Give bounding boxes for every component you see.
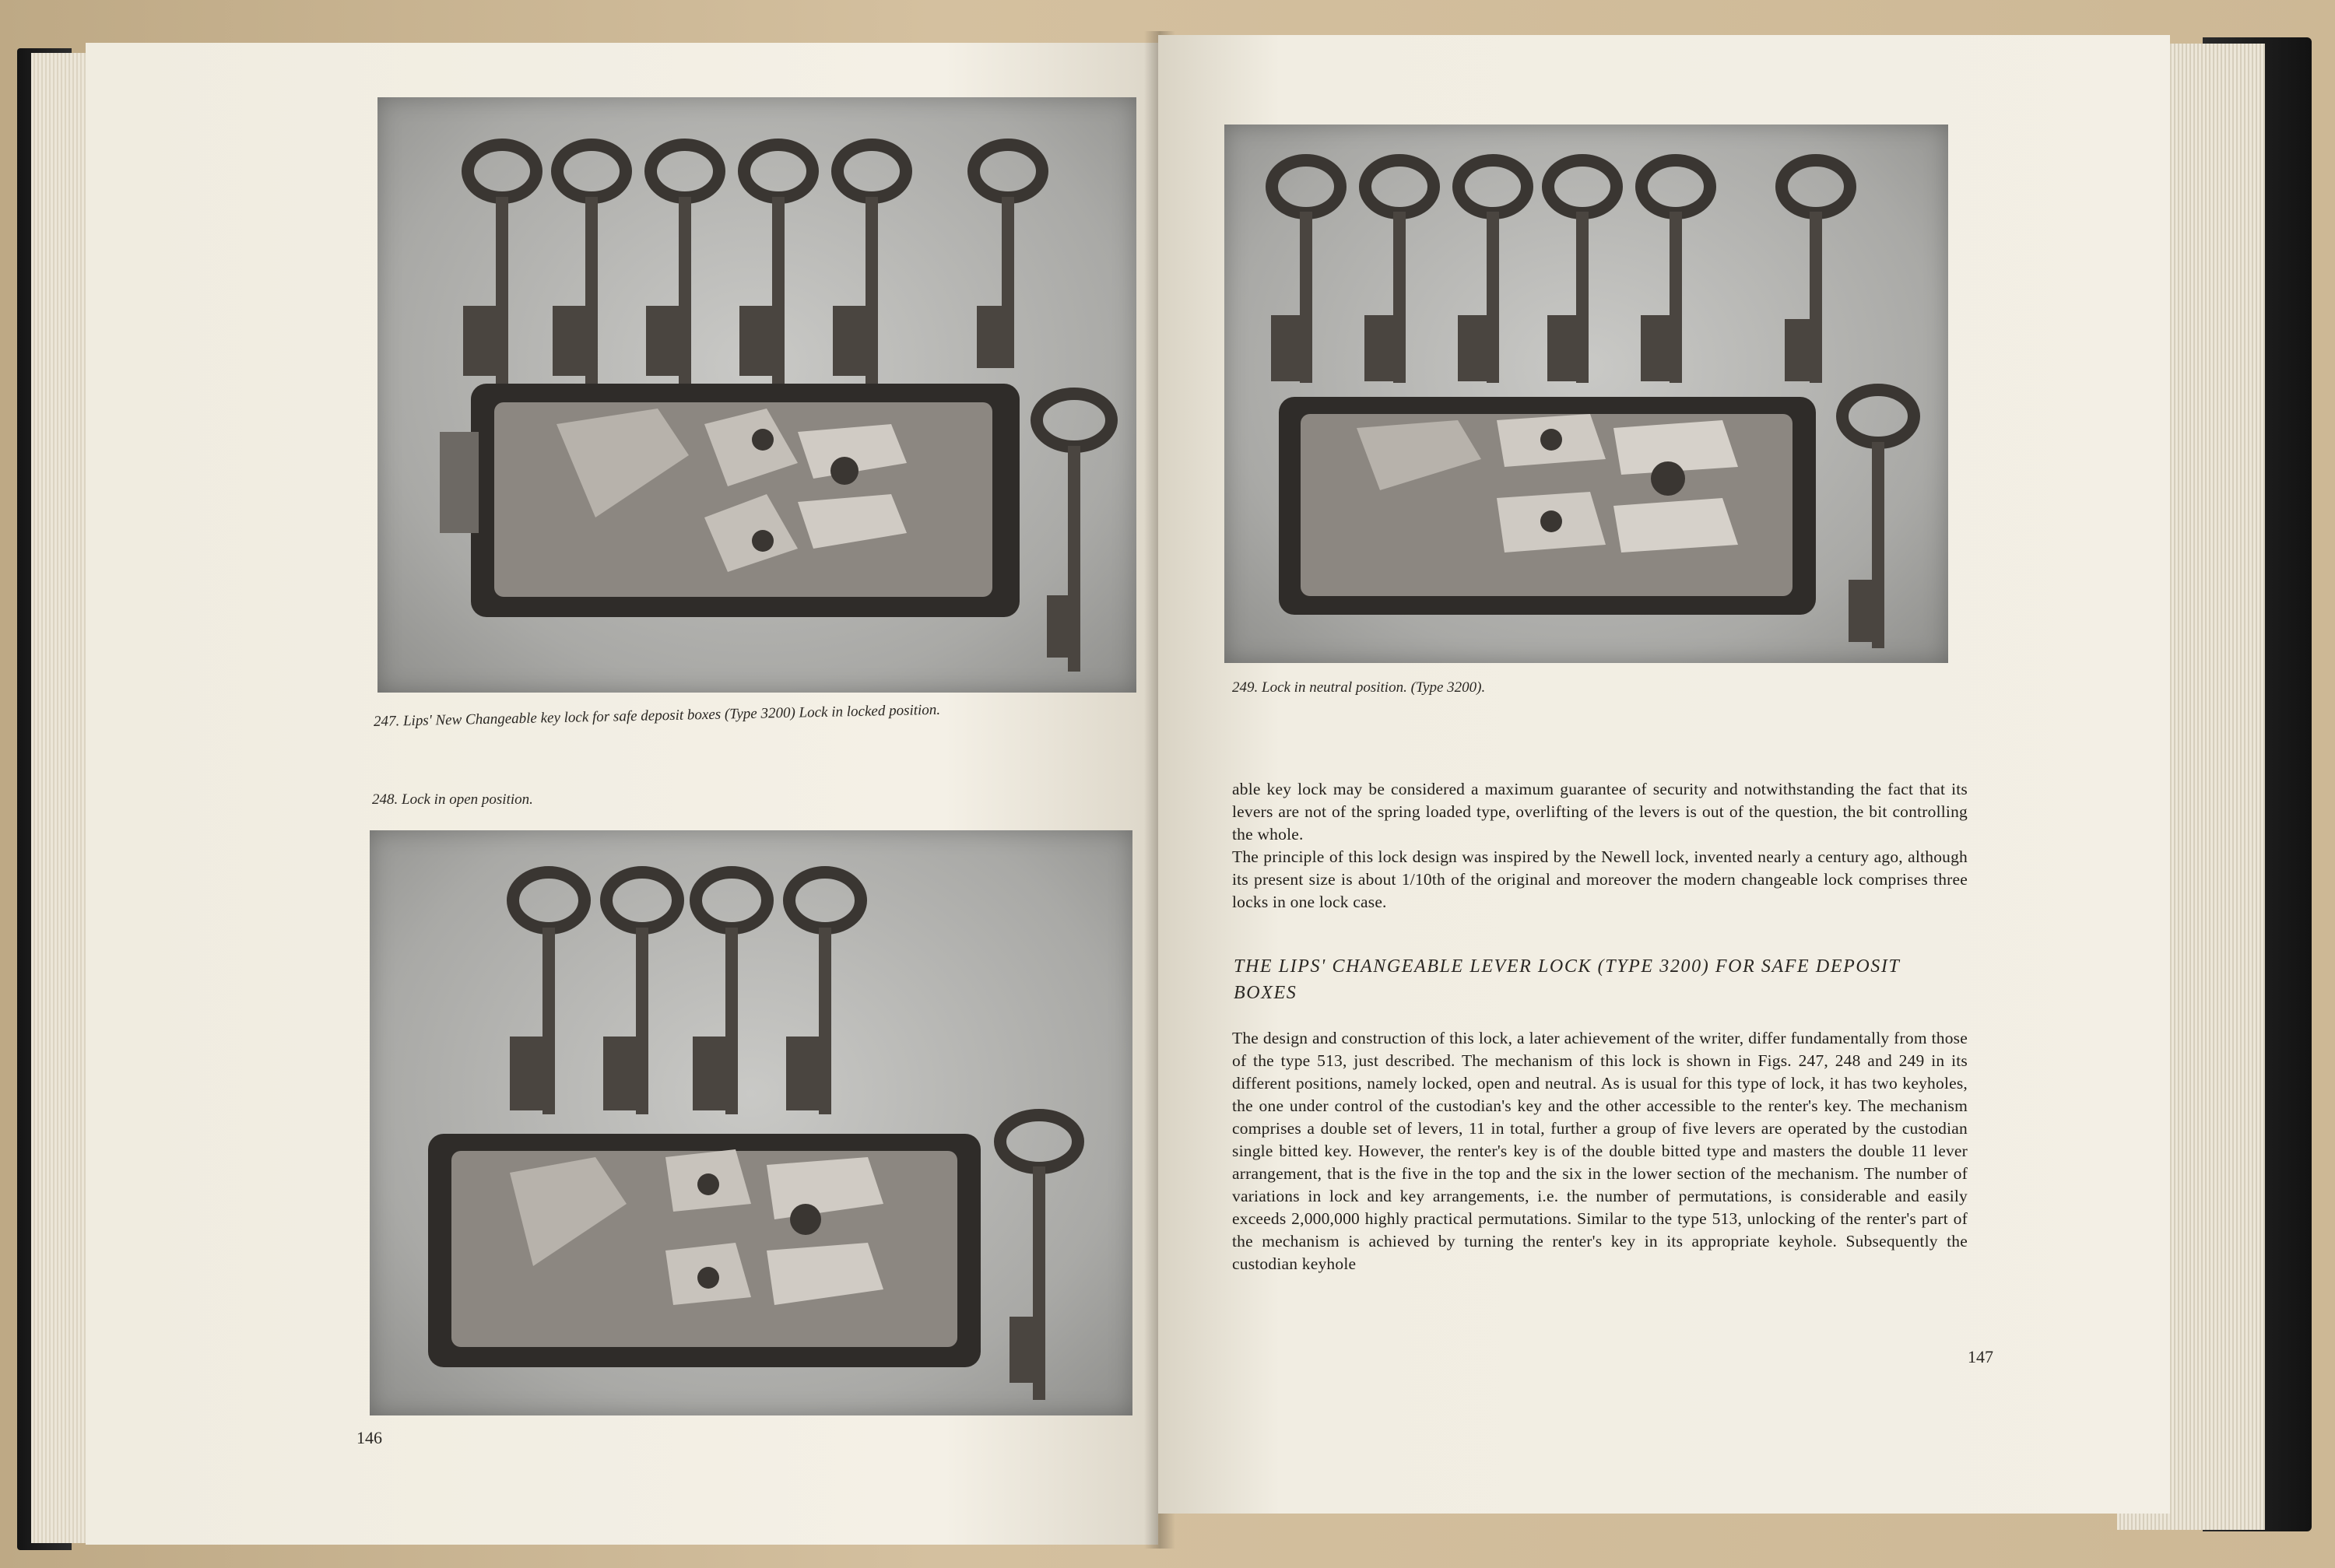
paragraph-2: The principle of this lock design was inspired by the Newell lock, invented nearly a century ago, although its present size is about 1/10th of the original and moreover the modern changeable lock comprises three locks in one lock case. bbox=[1232, 847, 1968, 911]
section-heading: THE LIPS' CHANGEABLE LEVER LOCK (TYPE 3200) FOR SAFE DEPOSIT BOXES bbox=[1234, 956, 1901, 1003]
figure-247-photo bbox=[377, 97, 1136, 693]
page-number-147: 147 bbox=[1968, 1347, 1993, 1366]
body-text-lower bbox=[1232, 1027, 1968, 1275]
right-page bbox=[1158, 35, 2170, 1514]
figure-249-photo bbox=[1224, 125, 1948, 663]
paragraph-3: The design and construction of this lock, a later achievement of the writer, differ fundamentally from those of the type 513, just described. The mechanism of this lock is shown in Figs. 247, 248 and 249 in its different positions, namely locked, open and neutral. As is usual for this type of lock, it has two keyholes, the one under control of the custodian's key and the other accessible to the renter's key. The mechanism comprises a double set of levers, 11 in total, further a group of five levers are operated by the custodian single bitted key. However, the renter's key is of the double bitted type and masters the double 11 lever arrangement, that is the five in the top and the six in the lower section of the mechanism. The number of variations in lock and key arrangements, i.e. the number of permutations, is considerable and easily exceeds 2,000,000 highly practical permutations. Similar to the type 513, unlocking of the renter's part of the mechanism is achieved by turning the renter's key in its appropriate keyhole. Subsequently the custodian keyhole bbox=[1232, 1029, 1968, 1273]
left-page bbox=[86, 43, 1158, 1545]
figure-248-photo bbox=[370, 830, 1132, 1415]
figure-248-caption: 248. Lock in open position. bbox=[372, 791, 533, 808]
figure-249-caption: 249. Lock in neutral position. (Type 3200). bbox=[1232, 679, 1486, 696]
paragraph-1: able key lock may be considered a maximum guarantee of security and notwithstanding the fact that its levers are not of the spring loaded type, overlifting of the levers is out of the question, the bit controlling the whole. bbox=[1232, 780, 1968, 844]
figure-247-keys-and-lock bbox=[377, 97, 1136, 693]
body-text-upper bbox=[1232, 778, 1968, 914]
page-number-146: 146 bbox=[356, 1428, 382, 1447]
figure-247-caption: 247. Lips' New Changeable key lock for safe deposit boxes (Type 3200) Lock in locked position. bbox=[373, 701, 941, 730]
figure-248-keys-and-lock bbox=[370, 830, 1132, 1415]
figure-249-keys-and-lock bbox=[1224, 125, 1948, 663]
